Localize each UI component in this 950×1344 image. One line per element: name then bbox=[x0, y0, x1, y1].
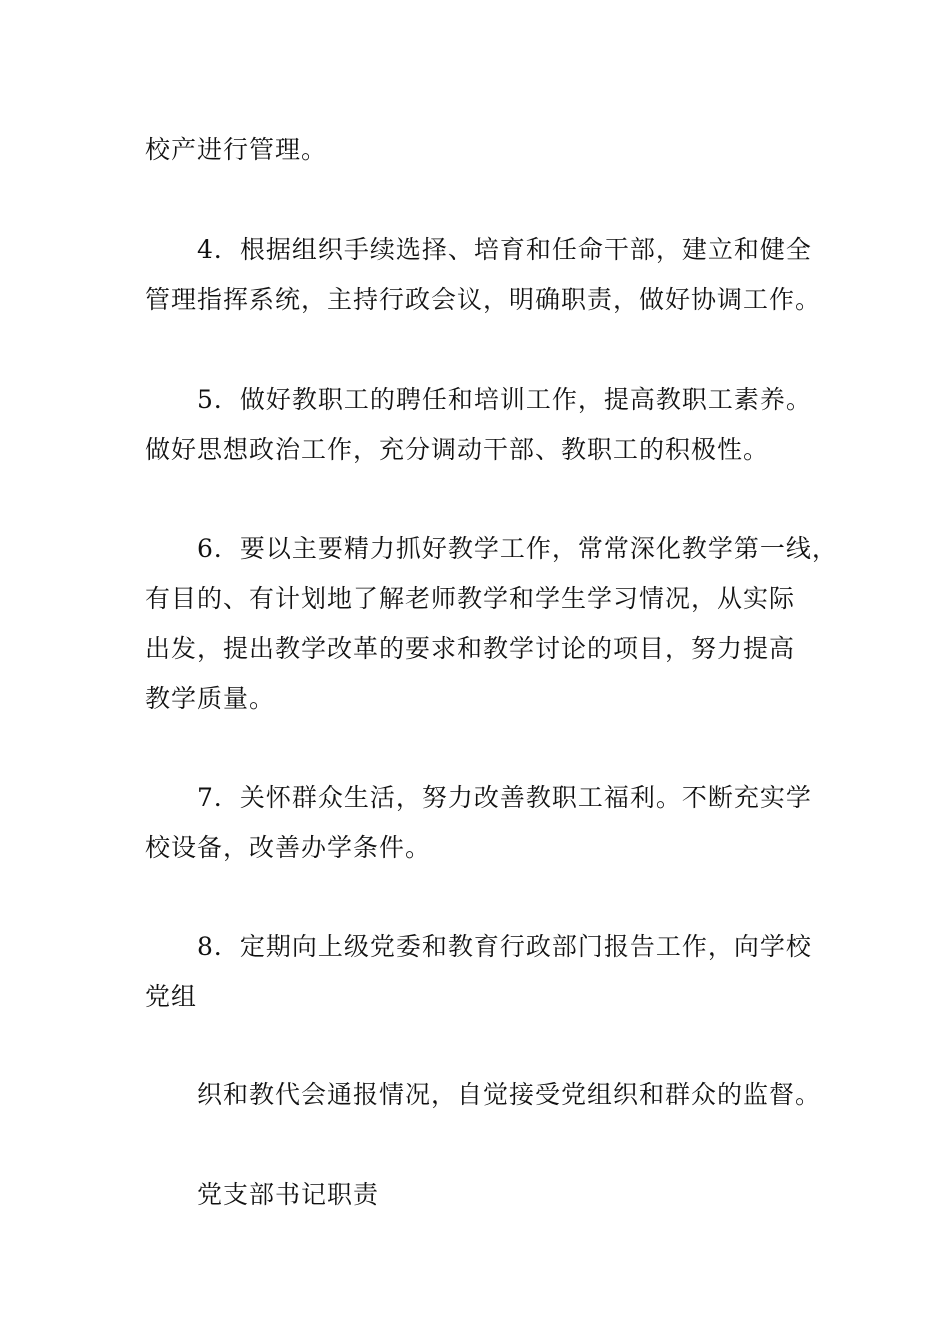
paragraph-item-7 bbox=[145, 773, 815, 873]
text-line: 党组 bbox=[145, 982, 198, 1011]
paragraph-item-5 bbox=[145, 375, 815, 475]
paragraph-item-8-continued bbox=[145, 1070, 822, 1120]
paragraph-item-4 bbox=[145, 225, 822, 325]
text-line: 校设备，改善办学条件。 bbox=[145, 833, 432, 862]
paragraph-asset-management bbox=[145, 125, 815, 175]
paragraph-item-6 bbox=[145, 524, 838, 724]
text-line: 做好思想政治工作，充分调动干部、教职工的积极性。 bbox=[145, 435, 770, 464]
text-line: 有目的、有计划地了解老师教学和学生学习情况，从实际 bbox=[145, 584, 796, 613]
text-line: 7．关怀群众生活，努力改善教职工福利。不断充实学 bbox=[197, 783, 812, 812]
heading-text: 党支部书记职责 bbox=[197, 1180, 380, 1209]
text-line: 出发，提出教学改革的要求和教学讨论的项目，努力提高 bbox=[145, 634, 796, 663]
text-line: 8．定期向上级党委和教育行政部门报告工作，向学校 bbox=[197, 932, 812, 961]
text-line: 管理指挥系统，主持行政会议，明确职责，做好协调工作。 bbox=[145, 285, 822, 314]
section-heading-party-secretary-duties bbox=[145, 1170, 815, 1220]
text-line: 5．做好教职工的聘任和培训工作，提高教职工素养。 bbox=[197, 385, 812, 414]
paragraph-item-8 bbox=[145, 922, 815, 1022]
text-line: 校产进行管理。 bbox=[145, 135, 328, 164]
text-line: 织和教代会通报情况，自觉接受党组织和群众的监督。 bbox=[197, 1080, 822, 1109]
text-line: 6．要以主要精力抓好教学工作，常常深化教学第一线， bbox=[197, 534, 838, 563]
text-line: 教学质量。 bbox=[145, 684, 276, 713]
text-line: 4．根据组织手续选择、培育和任命干部，建立和健全 bbox=[197, 235, 812, 264]
